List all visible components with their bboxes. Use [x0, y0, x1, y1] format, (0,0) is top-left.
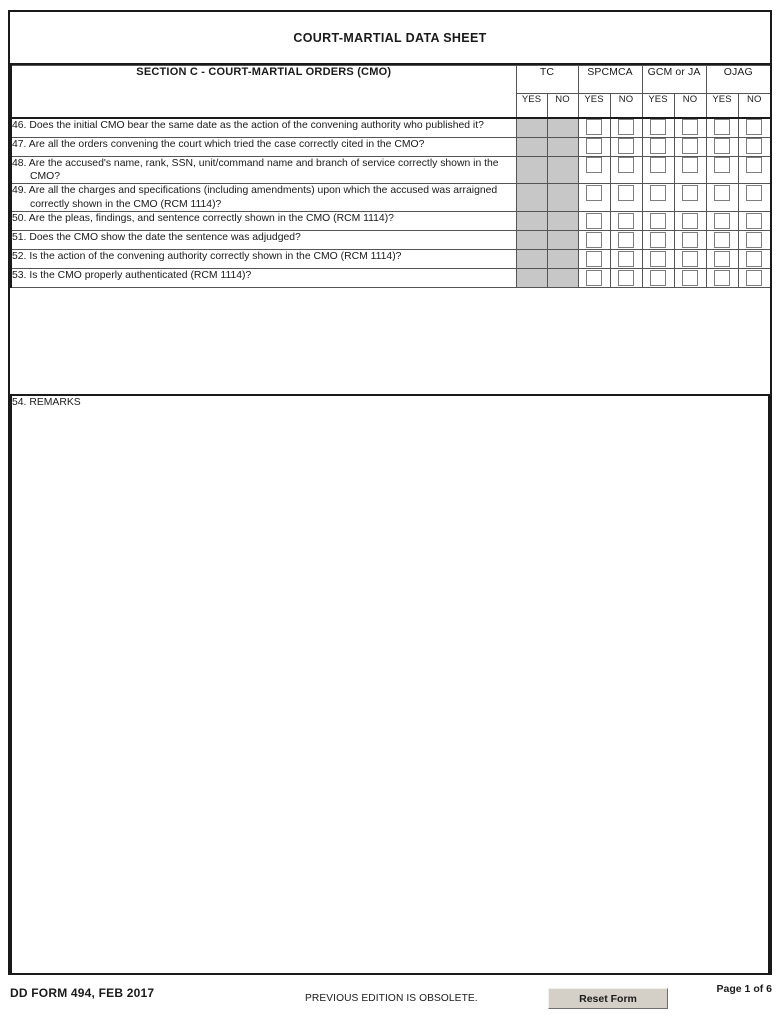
- question-text: 49. Are all the charges and specifications (including amendments) upon which the accused was arraigned correctly shown in the CMO (RCM 1114)?: [12, 185, 498, 210]
- answer-cell-gcm-or-ja-yes[interactable]: [642, 231, 674, 250]
- checkbox-ojag-yes[interactable]: [714, 213, 730, 229]
- question-text: 47. Are all the orders convening the court which tried the case correctly cited in the CMO?: [12, 138, 425, 150]
- table-body: [11, 118, 771, 288]
- column-group-spcmca: SPCMCA: [578, 66, 642, 94]
- answer-cell-ojag-yes[interactable]: [706, 156, 738, 184]
- table-row: [11, 212, 771, 231]
- answer-cell-tc-yes: [516, 269, 547, 288]
- checkbox-gcm-or-ja-yes[interactable]: [650, 185, 666, 201]
- checkbox-spcmca-yes[interactable]: [586, 119, 602, 135]
- answer-cell-ojag-no[interactable]: [738, 156, 771, 184]
- checkbox-gcm-or-ja-no[interactable]: [682, 213, 698, 229]
- column-tc-no: NO: [547, 94, 578, 118]
- answer-cell-spcmca-no[interactable]: [610, 250, 642, 269]
- table-row: [11, 231, 771, 250]
- remarks-table: [10, 394, 770, 973]
- column-spcmca-yes: YES: [578, 94, 610, 118]
- answer-cell-ojag-no[interactable]: [738, 231, 771, 250]
- question-text: 52. Is the action of the convening authority correctly shown in the CMO (RCM 1114)?: [12, 251, 402, 263]
- checkbox-spcmca-yes[interactable]: [586, 157, 602, 173]
- checkbox-spcmca-no[interactable]: [618, 185, 634, 201]
- answer-cell-tc-no: [547, 156, 578, 184]
- checkbox-ojag-no[interactable]: [746, 251, 762, 267]
- answer-cell-tc-no: [547, 269, 578, 288]
- answer-cell-gcm-or-ja-no[interactable]: [674, 137, 706, 156]
- checkbox-gcm-or-ja-no[interactable]: [682, 119, 698, 135]
- checkbox-spcmca-no[interactable]: [618, 213, 634, 229]
- column-tc-yes: YES: [516, 94, 547, 118]
- column-ojag-no: NO: [738, 94, 771, 118]
- checkbox-spcmca-no[interactable]: [618, 232, 634, 248]
- answer-cell-spcmca-no[interactable]: [610, 118, 642, 138]
- column-group-tc: TC: [516, 66, 578, 94]
- checkbox-gcm-or-ja-yes[interactable]: [650, 251, 666, 267]
- question-cell: [11, 231, 516, 250]
- question-cell: [11, 184, 516, 212]
- checkbox-spcmca-no[interactable]: [618, 119, 634, 135]
- answer-cell-spcmca-no[interactable]: [610, 269, 642, 288]
- answer-cell-spcmca-yes[interactable]: [578, 231, 610, 250]
- answer-cell-gcm-or-ja-yes[interactable]: [642, 137, 674, 156]
- answer-cell-spcmca-no[interactable]: [610, 137, 642, 156]
- table-row: [11, 250, 771, 269]
- reset-form-button[interactable]: Reset Form: [548, 988, 668, 1009]
- question-cell: [11, 156, 516, 184]
- checkbox-spcmca-yes[interactable]: [586, 213, 602, 229]
- checkbox-spcmca-no[interactable]: [618, 270, 634, 286]
- answer-cell-tc-yes: [516, 250, 547, 269]
- form-page: [8, 10, 772, 975]
- column-group-ojag: OJAG: [706, 66, 771, 94]
- question-text: 53. Is the CMO properly authenticated (RCM 1114)?: [12, 270, 252, 282]
- answer-cell-tc-no: [547, 231, 578, 250]
- remarks-field[interactable]: [11, 395, 769, 973]
- checkbox-gcm-or-ja-yes[interactable]: [650, 138, 666, 154]
- question-cell: [11, 118, 516, 138]
- table-row: [11, 137, 771, 156]
- column-spcmca-no: NO: [610, 94, 642, 118]
- checkbox-ojag-yes[interactable]: [714, 157, 730, 173]
- answer-cell-ojag-no[interactable]: [738, 212, 771, 231]
- answer-cell-gcm-or-ja-yes[interactable]: [642, 118, 674, 138]
- answer-cell-tc-no: [547, 137, 578, 156]
- answer-cell-tc-yes: [516, 212, 547, 231]
- answer-cell-spcmca-yes[interactable]: [578, 156, 610, 184]
- answer-cell-gcm-or-ja-no[interactable]: [674, 118, 706, 138]
- checkbox-gcm-or-ja-no[interactable]: [682, 270, 698, 286]
- answer-cell-ojag-no[interactable]: [738, 269, 771, 288]
- answer-cell-ojag-no[interactable]: [738, 118, 771, 138]
- answer-cell-gcm-or-ja-no[interactable]: [674, 156, 706, 184]
- checkbox-ojag-yes[interactable]: [714, 119, 730, 135]
- checkbox-gcm-or-ja-yes[interactable]: [650, 213, 666, 229]
- checkbox-ojag-yes[interactable]: [714, 251, 730, 267]
- question-text: 48. Are the accused's name, rank, SSN, unit/command name and branch of service correctly shown in the CMO?: [12, 157, 499, 182]
- question-cell: [11, 212, 516, 231]
- section-heading: SECTION C - COURT-MARTIAL ORDERS (CMO): [11, 66, 516, 118]
- answer-cell-gcm-or-ja-no[interactable]: [674, 212, 706, 231]
- checkbox-spcmca-yes[interactable]: [586, 185, 602, 201]
- checkbox-ojag-yes[interactable]: [714, 185, 730, 201]
- checkbox-ojag-no[interactable]: [746, 213, 762, 229]
- question-cell: [11, 250, 516, 269]
- checkbox-ojag-yes[interactable]: [714, 270, 730, 286]
- checkbox-spcmca-yes[interactable]: [586, 138, 602, 154]
- answer-cell-tc-yes: [516, 137, 547, 156]
- form-title-band: [10, 12, 770, 65]
- answer-cell-spcmca-no[interactable]: [610, 184, 642, 212]
- checkbox-gcm-or-ja-yes[interactable]: [650, 119, 666, 135]
- answer-cell-tc-yes: [516, 184, 547, 212]
- checkbox-ojag-yes[interactable]: [714, 232, 730, 248]
- column-ojag-yes: YES: [706, 94, 738, 118]
- question-cell: [11, 269, 516, 288]
- checkbox-ojag-no[interactable]: [746, 185, 762, 201]
- answer-cell-spcmca-yes[interactable]: [578, 250, 610, 269]
- answer-cell-tc-no: [547, 118, 578, 138]
- answer-cell-ojag-yes[interactable]: [706, 269, 738, 288]
- court-martial-orders-table: [10, 65, 772, 288]
- remarks-label: 54. REMARKS: [12, 397, 81, 408]
- checkbox-gcm-or-ja-no[interactable]: [682, 185, 698, 201]
- answer-cell-gcm-or-ja-yes[interactable]: [642, 156, 674, 184]
- answer-cell-tc-no: [547, 184, 578, 212]
- answer-cell-gcm-or-ja-yes[interactable]: [642, 269, 674, 288]
- column-gcm-or-ja-yes: YES: [642, 94, 674, 118]
- answer-cell-spcmca-no[interactable]: [610, 212, 642, 231]
- checkbox-spcmca-yes[interactable]: [586, 232, 602, 248]
- page-title: COURT-MARTIAL DATA SHEET: [293, 30, 487, 45]
- question-text: 51. Does the CMO show the date the sentence was adjudged?: [12, 232, 301, 244]
- question-text: 50. Are the pleas, findings, and sentence correctly shown in the CMO (RCM 1114)?: [12, 213, 394, 225]
- answer-cell-spcmca-no[interactable]: [610, 156, 642, 184]
- checkbox-gcm-or-ja-no[interactable]: [682, 138, 698, 154]
- checkbox-ojag-yes[interactable]: [714, 138, 730, 154]
- answer-cell-ojag-yes[interactable]: [706, 137, 738, 156]
- checkbox-spcmca-no[interactable]: [618, 251, 634, 267]
- checkbox-spcmca-no[interactable]: [618, 157, 634, 173]
- answer-cell-spcmca-no[interactable]: [610, 231, 642, 250]
- answer-cell-ojag-yes[interactable]: [706, 250, 738, 269]
- table-row: [11, 184, 771, 212]
- answer-cell-gcm-or-ja-no[interactable]: [674, 184, 706, 212]
- column-group-gcm-or-ja: GCM or JA: [642, 66, 706, 94]
- answer-cell-ojag-no[interactable]: [738, 250, 771, 269]
- question-cell: [11, 137, 516, 156]
- answer-cell-ojag-yes[interactable]: [706, 231, 738, 250]
- checkbox-ojag-no[interactable]: [746, 232, 762, 248]
- answer-cell-tc-yes: [516, 231, 547, 250]
- table-header: [11, 66, 771, 118]
- checkbox-gcm-or-ja-no[interactable]: [682, 157, 698, 173]
- checkbox-spcmca-no[interactable]: [618, 138, 634, 154]
- answer-cell-ojag-yes[interactable]: [706, 118, 738, 138]
- answer-cell-tc-no: [547, 212, 578, 231]
- checkbox-ojag-no[interactable]: [746, 119, 762, 135]
- checkbox-spcmca-yes[interactable]: [586, 251, 602, 267]
- answer-cell-spcmca-yes[interactable]: [578, 137, 610, 156]
- checkbox-gcm-or-ja-no[interactable]: [682, 251, 698, 267]
- answer-cell-gcm-or-ja-no[interactable]: [674, 269, 706, 288]
- answer-cell-gcm-or-ja-no[interactable]: [674, 250, 706, 269]
- answer-cell-ojag-no[interactable]: [738, 184, 771, 212]
- answer-cell-gcm-or-ja-no[interactable]: [674, 231, 706, 250]
- answer-cell-tc-yes: [516, 156, 547, 184]
- checkbox-gcm-or-ja-yes[interactable]: [650, 270, 666, 286]
- answer-cell-ojag-yes[interactable]: [706, 184, 738, 212]
- answer-cell-tc-no: [547, 250, 578, 269]
- answer-cell-ojag-yes[interactable]: [706, 212, 738, 231]
- answer-cell-gcm-or-ja-yes[interactable]: [642, 184, 674, 212]
- answer-cell-tc-yes: [516, 118, 547, 138]
- table-row: [11, 118, 771, 138]
- answer-cell-spcmca-yes[interactable]: [578, 212, 610, 231]
- answer-cell-spcmca-yes[interactable]: [578, 269, 610, 288]
- checkbox-gcm-or-ja-yes[interactable]: [650, 157, 666, 173]
- checkbox-gcm-or-ja-no[interactable]: [682, 232, 698, 248]
- table-row: [11, 269, 771, 288]
- answer-cell-spcmca-yes[interactable]: [578, 118, 610, 138]
- page-number: Page 1 of 6: [716, 983, 772, 995]
- answer-cell-gcm-or-ja-yes[interactable]: [642, 212, 674, 231]
- checkbox-ojag-no[interactable]: [746, 138, 762, 154]
- checkbox-gcm-or-ja-yes[interactable]: [650, 232, 666, 248]
- form-identifier: DD FORM 494, FEB 2017: [10, 986, 155, 1000]
- answer-cell-ojag-no[interactable]: [738, 137, 771, 156]
- checkbox-ojag-no[interactable]: [746, 270, 762, 286]
- question-text: 46. Does the initial CMO bear the same date as the action of the convening authority who published it?: [12, 119, 484, 131]
- remarks-block: [10, 394, 770, 973]
- table-row: [11, 156, 771, 184]
- previous-edition-note: PREVIOUS EDITION IS OBSOLETE.: [305, 993, 478, 1004]
- column-gcm-or-ja-no: NO: [674, 94, 706, 118]
- checkbox-spcmca-yes[interactable]: [586, 270, 602, 286]
- checkbox-ojag-no[interactable]: [746, 157, 762, 173]
- answer-cell-gcm-or-ja-yes[interactable]: [642, 250, 674, 269]
- answer-cell-spcmca-yes[interactable]: [578, 184, 610, 212]
